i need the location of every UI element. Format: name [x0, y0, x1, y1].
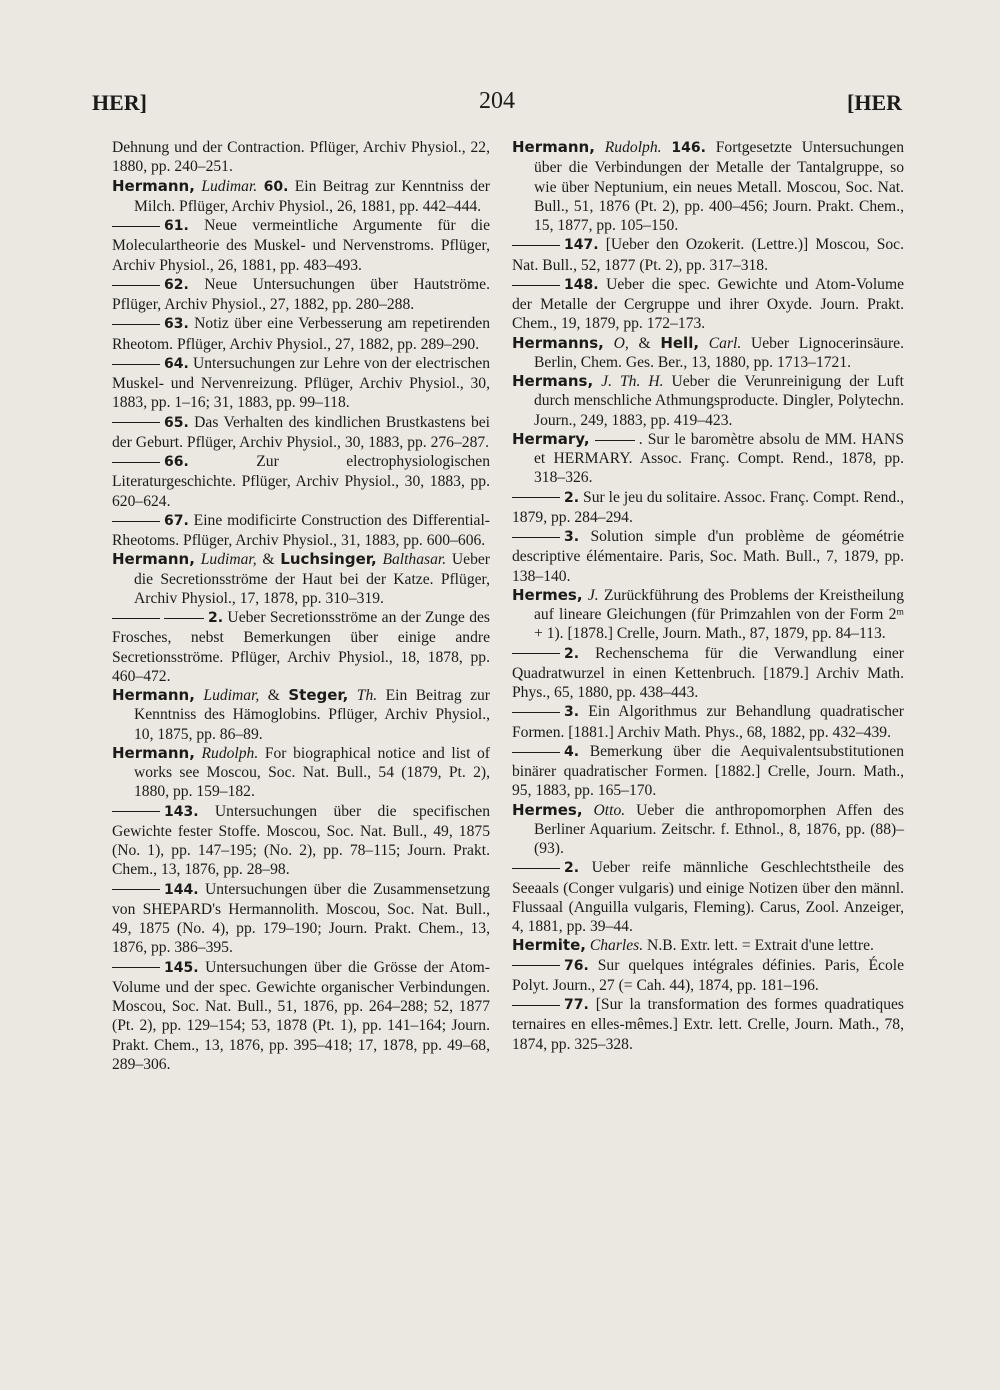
entry-text: Neue Untersuchungen über Hautströme. Pflüger, Archiv Physiol., 27, 1882, pp. 280–288. [112, 275, 490, 313]
entry-number: 2. [208, 610, 224, 626]
bibliography-entry: Hermann, Ludimar, & Luchsinger, Balthasar. Ueber die Secretionsströme der Haut bei der Katze. Pflüger, Archiv Physiol., 17, 1878, pp. 310–319. [112, 550, 490, 607]
bibliography-entry [512, 995, 904, 1054]
entry-text: N.B. Extr. lett. = Extrait d'une lettre. [643, 937, 874, 955]
bibliography-entry [512, 801, 904, 859]
entry-text: Notiz über eine Verbesserung am repetirenden Rheotom. Pflüger, Archiv Physiol., 27, 1882, pp. 289–290. [112, 315, 490, 353]
entry-text: Ueber die Verunreinigung der Luft durch menschliche Athmungsproducte. Dingler, Polytechn. Journ., 249, 1883, pp. 419–423. [534, 373, 904, 429]
author-name: Hermary, [512, 429, 590, 448]
author-name: Hermite, [512, 936, 586, 955]
entry-number: 2. [564, 860, 580, 877]
ditto-dash [112, 226, 160, 227]
ditto-dash [512, 1005, 560, 1006]
entry-text: Ueber reife männliche Geschlechtstheile des Seeaals (Conger vulgaris) und einige Notizen über den männl. Flussaal (Anguilla vulgaris, Fleming). Carus, Zool. Anzeiger, 4, 1881, pp. 39–44. [512, 859, 904, 935]
running-head-right: [HER [847, 90, 902, 115]
entry-number: 76. [564, 957, 589, 974]
entry-text: Ueber die Secretionsströme der Haut bei der Katze. Pflüger, Archiv Physiol., 17, 1878, pp. 310–319. [134, 551, 490, 607]
author-given-name: Rudolph. [201, 744, 259, 762]
ditto-dash [112, 521, 160, 522]
author-given-name: Rudolph. [604, 139, 662, 156]
author-name: Hermann, [512, 138, 595, 156]
left-column [112, 138, 490, 1074]
entry-text: Solution simple d'un problème de géométrie descriptive élémentaire. Paris, Soc. Math. Bull., 7, 1879, pp. 138–140. [512, 528, 904, 585]
author-given-name: Ludimar, [203, 687, 260, 704]
entry-number: 146. [671, 140, 706, 156]
entry-text: Ein Beitrag zur Kenntniss der Milch. Pflüger, Archiv Physiol., 26, 1881, pp. 442–444. [134, 177, 490, 215]
entry-number: 64. [164, 355, 189, 372]
ditto-dash [512, 868, 560, 869]
ditto-dash [512, 245, 560, 246]
entry-text: Untersuchungen über die specifischen Gewichte fester Stoffe. Moscou, Soc. Nat. Bull., 49, 1875 (No. 1), pp. 147–195; (No. 2), pp. 78–115; Journ. Prakt. Chem., 13, 1876, pp. 28–98. [112, 802, 490, 879]
entry-text: Untersuchungen über die Grösse der Atom-Volume und der spec. Gewichte organischer Verbindungen. Moscou, Soc. Nat. Bull., 51, 1876, pp. 264–288; 52, 1877 (Pt. 2), pp. 129–154; 53, 1878 (Pt. 1), pp. 141–164; Journ. Prakt. Chem., 13, 1876, pp. 395–418; 17, 1878, pp. 49–68, 289–306. [112, 958, 490, 1073]
ditto-dash [112, 889, 160, 890]
author-name: Hermann, [112, 686, 195, 704]
entry-text: Ein Algorithmus zur Behandlung quadratischer Formen. [1881.] Archiv Math. Phys., 68, 1882, pp. 432–439. [512, 703, 904, 741]
entry-number: 61. [164, 218, 189, 234]
entry-number: 67. [164, 512, 189, 529]
bibliography-entry [512, 488, 904, 528]
coauthor-given-name: Carl. [708, 334, 742, 352]
entry-text: [Ueber den Ozokerit. (Lettre.)] Moscou, Soc. Nat. Bull., 52, 1877 (Pt. 2), pp. 317–318. [512, 236, 904, 274]
entry-text: Zurückführung des Problems der Kreistheilung auf lineare Gleichungen (für Primzahlen von der Form 2ᵐ + 1). [1878.] Crelle, Journ. Math., 87, 1879, pp. 84–113. [534, 586, 904, 643]
right-column [512, 138, 904, 1054]
entry-number: 62. [164, 276, 189, 293]
bibliography-entry [512, 586, 904, 644]
author-given-name: Ludimar. [201, 177, 258, 195]
entry-number: 145. [164, 959, 199, 976]
bibliography-entry [112, 608, 490, 686]
author-given-name: J. [587, 586, 599, 604]
entry-text: Ueber Secretionsströme an der Zunge des Frosches, nebst Bemerkungen über einige andre Secretionsströme. Pflüger, Archiv Physiol., 18, 1878, pp. 460–472. [112, 609, 490, 685]
entry-text: Das Verhalten des kindlichen Brustkastens bei der Geburt. Pflüger, Archiv Physiol., 30, 1883, pp. 276–287. [112, 413, 490, 451]
page-header [92, 90, 902, 120]
ditto-dash [512, 653, 560, 654]
ditto-dash [112, 324, 160, 325]
bibliography-entry [512, 372, 904, 430]
ditto-dash [512, 497, 560, 498]
author-name: Hermann, [112, 743, 195, 762]
bibliography-entry [112, 744, 490, 802]
entry-text: Untersuchungen zur Lehre von der electrischen Muskel- und Nervenreizung. Pflüger, Archiv Physiol., 30, 1883, pp. 1–16; 31, 1883, pp. 99–118. [112, 354, 490, 412]
coauthor-name: Steger, [288, 686, 349, 704]
bibliography-entry [512, 138, 904, 235]
author-name: Hermanns, [512, 333, 604, 352]
entry-number: 144. [164, 881, 199, 898]
entry-continuation: Dehnung und der Contraction. Pflüger, Archiv Physiol., 22, 1880, pp. 240–251. [112, 139, 490, 176]
entry-number: 148. [564, 276, 599, 293]
bibliography-entry [512, 275, 904, 334]
entry-text: Rechenschema für die Verwandlung einer Quadratwurzel in einen Kettenbruch. [1879.] Archiv Math. Phys., 65, 1880, pp. 438–443. [512, 644, 904, 701]
entry-text: Ueber Lignocerinsäure. Berlin, Chem. Ges. Ber., 13, 1880, pp. 1713–1721. [534, 334, 904, 371]
entry-number: 2. [564, 645, 580, 662]
bibliography-entry [112, 880, 490, 958]
ditto-dash [512, 285, 560, 286]
ditto-dash [112, 967, 160, 968]
author-name: Hermans, [512, 372, 594, 390]
bibliography-entry [112, 511, 490, 551]
bibliography-entry [512, 430, 904, 488]
entry-number: 77. [564, 997, 589, 1013]
bibliography-entry: Hermann, Ludimar, & Steger, Th. Ein Beitrag zur Kenntniss des Hämoglobins. Pflüger, Archiv Physiol., 10, 1875, pp. 86–89. [112, 686, 490, 743]
author-name: Hermann, [112, 176, 195, 195]
bibliography-entry [112, 452, 490, 511]
entry-number: 65. [164, 414, 189, 431]
coauthor-given-name: Th. [356, 687, 378, 704]
bibliography-entry [512, 527, 904, 586]
bibliography-entry [112, 275, 490, 315]
bibliography-entry [112, 413, 490, 453]
entry-text: For biographical notice and list of works see Moscou, Soc. Nat. Bull., 54 (1879, Pt. 2), 1880, pp. 159–182. [134, 744, 490, 801]
bibliography-entry [512, 742, 904, 801]
bibliography-entry [112, 354, 490, 413]
ditto-dash [164, 618, 204, 619]
ditto-dash [512, 537, 560, 538]
entry-text: Eine modificirte Construction des Differential-Rheotoms. Pflüger, Archiv Physiol., 31, 1883, pp. 600–606. [112, 511, 490, 549]
entry-number: 2. [564, 489, 580, 506]
entry-text: Ueber die spec. Gewichte und Atom-Volume der Metalle der Cergruppe und ihrer Oxyde. Journ. Prakt. Chem., 19, 1879, pp. 172–173. [512, 275, 904, 333]
bibliography-entry [112, 802, 490, 880]
entry-number: 147. [564, 237, 599, 254]
coauthor-name: Hell, [660, 333, 700, 352]
ditto-dash [595, 440, 635, 441]
author-given-name: Ludimar, [200, 551, 257, 569]
ditto-dash [112, 811, 160, 812]
entry-text: . Sur le baromètre absolu de MM. HANS et HERMARY. Assoc. Franç. Compt. Rend., 1878, pp. 318–326. [534, 430, 904, 487]
bibliography-entry [512, 702, 904, 742]
author-given-name: J. Th. H. [601, 373, 664, 390]
author-given-name: Otto. [593, 801, 626, 819]
entry-text: Bemerkung über die Aequivalentsubstitutionen binärer quadratischer Formen. [1882.] Crelle, Journ. Math., 95, 1883, pp. 165–170. [512, 742, 904, 800]
bibliography-entry [512, 858, 904, 936]
ditto-dash [112, 422, 160, 423]
ditto-dash [112, 462, 160, 463]
bibliography-entry [512, 235, 904, 275]
author-given-name: O, [613, 334, 629, 352]
entry-text: Sur le jeu du solitaire. Assoc. Franç. Compt. Rend., 1879, pp. 284–294. [512, 488, 904, 526]
entry-text: Neue vermeintliche Argumente für die Moleculartheorie des Muskel- und Nervenstroms. Pflüger, Archiv Physiol., 26, 1881, pp. 483–493. [112, 217, 490, 274]
bibliography-entry [112, 958, 490, 1075]
ditto-dash [512, 712, 560, 713]
entry-number: 4. [564, 743, 580, 760]
entry-number: 3. [564, 529, 580, 545]
bibliography-entry [512, 936, 904, 955]
entry-text: Zur electrophysiologischen Literaturgeschichte. Pflüger, Archiv Physiol., 30, 1883, pp. 620–624. [112, 453, 490, 510]
entry-text: Ein Beitrag zur Kenntniss des Hämoglobins. Pflüger, Archiv Physiol., 10, 1875, pp. 86–89. [134, 687, 490, 743]
ditto-dash [112, 285, 160, 286]
author-name: Hermes, [512, 800, 583, 819]
entry-number: 66. [164, 454, 189, 470]
author-name: Hermes, [512, 585, 583, 604]
author-given-name: Charles. [589, 937, 644, 955]
entry-text: [Sur la transformation des formes quadratiques ternaires en elles-mêmes.] Extr. lett. Crelle, Journ. Math., 78, 1874, pp. 325–328. [512, 996, 904, 1053]
entry-number: 63. [164, 316, 189, 333]
bibliography-entry [112, 216, 490, 275]
author-name: Hermann, [112, 550, 195, 569]
coauthor-given-name: Balthasar. [382, 551, 447, 569]
entry-number: 60. [263, 178, 289, 195]
ditto-dash [112, 618, 160, 619]
bibliography-entry [112, 314, 490, 354]
ditto-dash [512, 965, 560, 966]
entry-text: Untersuchungen über die Zusammensetzung von SHEPARD's Hermannolith. Moscou, Soc. Nat. Bull., 49, 1875 (No. 4), pp. 179–190; Journ. Prakt. Chem., 13, 1876, pp. 386–395. [112, 880, 490, 957]
entry-number: 143. [164, 803, 199, 820]
bibliography-entry [512, 956, 904, 996]
running-head-left: HER] [92, 90, 147, 115]
entry-text: Ueber die anthropomorphen Affen des Berliner Aquarium. Zeitschr. f. Ethnol., 8, 1876, pp. (88)–(93). [534, 801, 904, 857]
entry-number: 3. [564, 704, 580, 721]
coauthor-name: Luchsinger, [280, 550, 377, 569]
entry-text: Fortgesetzte Untersuchungen über die Verbindungen der Metalle der Tantalgruppe, so wie über Neptunium, ein neues Metall. Moscou, Soc. Nat. Bull., 51, 1876 (Pt. 2), pp. 400–456; Journ. Prakt. Chem., 15, 1877, pp. 105–150. [534, 139, 904, 234]
bibliography-entry: Hermanns, O, & Hell, Carl. Ueber Lignocerinsäure. Berlin, Chem. Ges. Ber., 13, 1880, pp. 1713–1721. [512, 333, 904, 371]
bibliography-entry [512, 644, 904, 703]
bibliography-entry [112, 177, 490, 217]
entry-text: Sur quelques intégrales définies. Paris, École Polyt. Journ., 27 (= Cah. 44), 1874, pp. 181–196. [512, 956, 904, 994]
ditto-dash [512, 752, 560, 753]
page-number: 204 [479, 88, 515, 114]
ditto-dash [112, 364, 160, 365]
